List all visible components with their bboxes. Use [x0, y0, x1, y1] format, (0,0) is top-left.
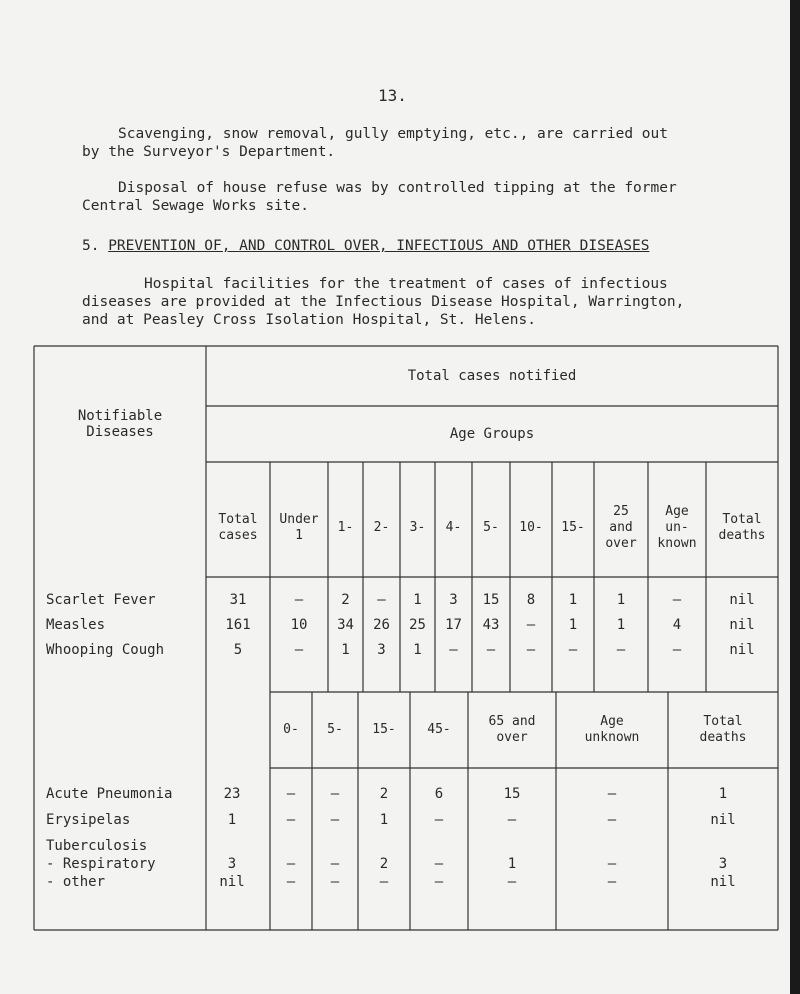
- table-cell: nil: [729, 642, 755, 658]
- hospital-paragraph-line1: Hospital facilities for the treatment of cases of infectious: [144, 276, 668, 292]
- table-cell: –: [434, 874, 444, 890]
- table-cell: 3: [377, 642, 386, 658]
- table-cell: –: [607, 874, 617, 890]
- table-cell: nil: [729, 617, 755, 633]
- table-cell: 15: [503, 786, 521, 802]
- hospital-paragraph-line2: diseases are provided at the Infectious Disease Hospital, Warrington,: [82, 294, 685, 310]
- notifiable-header-line2: Diseases: [86, 424, 154, 440]
- row-label: Scarlet Fever: [46, 592, 156, 608]
- table-cell: –: [568, 642, 578, 658]
- lower-col-header-65-and-over: 65 and over: [488, 714, 536, 745]
- table-cell: –: [616, 642, 626, 658]
- col-header-age-unknown: Age un- known: [657, 504, 697, 551]
- notifiable-diseases-header: [34, 408, 206, 440]
- total-cases-notified-header: Total cases notified: [407, 368, 577, 384]
- hospital-paragraph-line3: and at Peasley Cross Isolation Hospital, St. Helens.: [82, 312, 536, 328]
- table-cell: 2: [341, 592, 350, 608]
- table-cell: 6: [434, 786, 444, 802]
- table-cell: –: [526, 617, 536, 633]
- table-cell: –: [672, 642, 682, 658]
- table-cell: 1: [379, 812, 389, 828]
- table-cell: –: [486, 642, 496, 658]
- table-cell-total: 1: [227, 812, 237, 828]
- table-cell: 161: [225, 617, 251, 633]
- table-cell: 3: [718, 856, 728, 872]
- lower-col-header-0: 0-: [283, 722, 299, 737]
- table-cell: –: [330, 786, 340, 802]
- page-number: 13.: [378, 86, 407, 105]
- table-cell: 10: [290, 617, 308, 633]
- table-cell: nil: [710, 812, 736, 828]
- col-header-10: 10-: [519, 520, 543, 535]
- col-header-5: 5-: [483, 520, 499, 535]
- notifiable-header-line1: Notifiable: [77, 408, 163, 424]
- lower-col-header-15: 15-: [372, 722, 396, 737]
- table-cell: 1: [413, 642, 422, 658]
- table-cell: 15: [482, 592, 500, 608]
- table-cell: 2: [379, 856, 389, 872]
- table-cell: 8: [526, 592, 536, 608]
- table-cell: –: [449, 642, 458, 658]
- row-label: Whooping Cough: [46, 642, 165, 658]
- col-header-25-and-over: 25 and over: [605, 504, 637, 551]
- table-cell-total: 23: [223, 786, 241, 802]
- table-cell: 1: [568, 592, 578, 608]
- table-cell: –: [379, 874, 389, 890]
- lower-col-header-age-unknown: Age unknown: [584, 714, 640, 745]
- table-cell-total: 3: [227, 856, 237, 872]
- table-cell: –: [607, 786, 617, 802]
- lower-col-header-total-deaths: Total deaths: [699, 714, 747, 745]
- table-cell: 1: [616, 617, 626, 633]
- table-cell: –: [330, 856, 340, 872]
- table-cell: 1: [718, 786, 728, 802]
- row-label: Measles: [46, 617, 106, 633]
- table-cell: 17: [445, 617, 462, 633]
- row-label: Acute Pneumonia: [46, 786, 173, 802]
- col-header-total-deaths: Total deaths: [718, 512, 766, 543]
- table-cell: –: [377, 592, 386, 608]
- row-label: - Respiratory: [46, 856, 156, 872]
- age-groups-header: Age Groups: [449, 426, 535, 442]
- table-cell: 34: [337, 617, 354, 633]
- col-header-3: 3-: [409, 520, 426, 535]
- table-cell: nil: [729, 592, 755, 608]
- section-number: 5.: [82, 238, 100, 254]
- table-cell: –: [330, 812, 340, 828]
- scavenging-paragraph-line2: by the Surveyor's Department.: [82, 144, 336, 160]
- col-header-1: 1-: [337, 520, 354, 535]
- scan-edge-shadow: [790, 0, 800, 994]
- table-cell-total: nil: [219, 874, 245, 890]
- table-cell: –: [286, 812, 296, 828]
- table-cell: –: [286, 786, 296, 802]
- table-cell: 3: [449, 592, 458, 608]
- table-cell: –: [607, 812, 617, 828]
- table-cell: 4: [672, 617, 682, 633]
- row-label: - other: [46, 874, 106, 890]
- col-header-2: 2-: [373, 520, 390, 535]
- table-cell: –: [294, 642, 304, 658]
- row-label: Tuberculosis: [46, 838, 148, 854]
- table-cell: –: [286, 856, 296, 872]
- lower-col-header-45: 45-: [427, 722, 451, 737]
- table-cell: –: [607, 856, 617, 872]
- lower-col-header-5: 5-: [327, 722, 343, 737]
- table-cell: 1: [341, 642, 350, 658]
- table-cell: 1: [568, 617, 578, 633]
- table-cell: –: [526, 642, 536, 658]
- table-cell: 26: [373, 617, 390, 633]
- col-header-4: 4-: [445, 520, 462, 535]
- table-cell: –: [330, 874, 340, 890]
- table-cell: 25: [409, 617, 426, 633]
- col-header-under-1: Under 1: [279, 512, 319, 543]
- table-cell: –: [672, 592, 682, 608]
- disposal-paragraph-line1: Disposal of house refuse was by controlled tipping at the former: [118, 180, 677, 196]
- table-cell: –: [434, 812, 444, 828]
- section-title: PREVENTION OF, AND CONTROL OVER, INFECTIOUS AND OTHER DISEASES: [108, 238, 650, 254]
- table-cell: 5: [233, 642, 243, 658]
- table-cell: 1: [616, 592, 626, 608]
- table-cell: 1: [507, 856, 517, 872]
- table-cell: –: [286, 874, 296, 890]
- table-cell: –: [434, 856, 444, 872]
- table-cell: –: [294, 592, 304, 608]
- row-label: Erysipelas: [46, 812, 131, 828]
- table-cell: –: [507, 874, 517, 890]
- table-cell: –: [507, 812, 517, 828]
- col-header-total-cases: Total cases: [218, 512, 258, 543]
- table-cell: 2: [379, 786, 389, 802]
- table-cell: nil: [710, 874, 736, 890]
- disposal-paragraph-line2: Central Sewage Works site.: [82, 198, 309, 214]
- scavenging-paragraph-line1: Scavenging, snow removal, gully emptying, etc., are carried out: [118, 126, 668, 142]
- table-cell: 43: [482, 617, 500, 633]
- table-cell: 31: [229, 592, 247, 608]
- col-header-15: 15-: [561, 520, 585, 535]
- table-cell: 1: [413, 592, 422, 608]
